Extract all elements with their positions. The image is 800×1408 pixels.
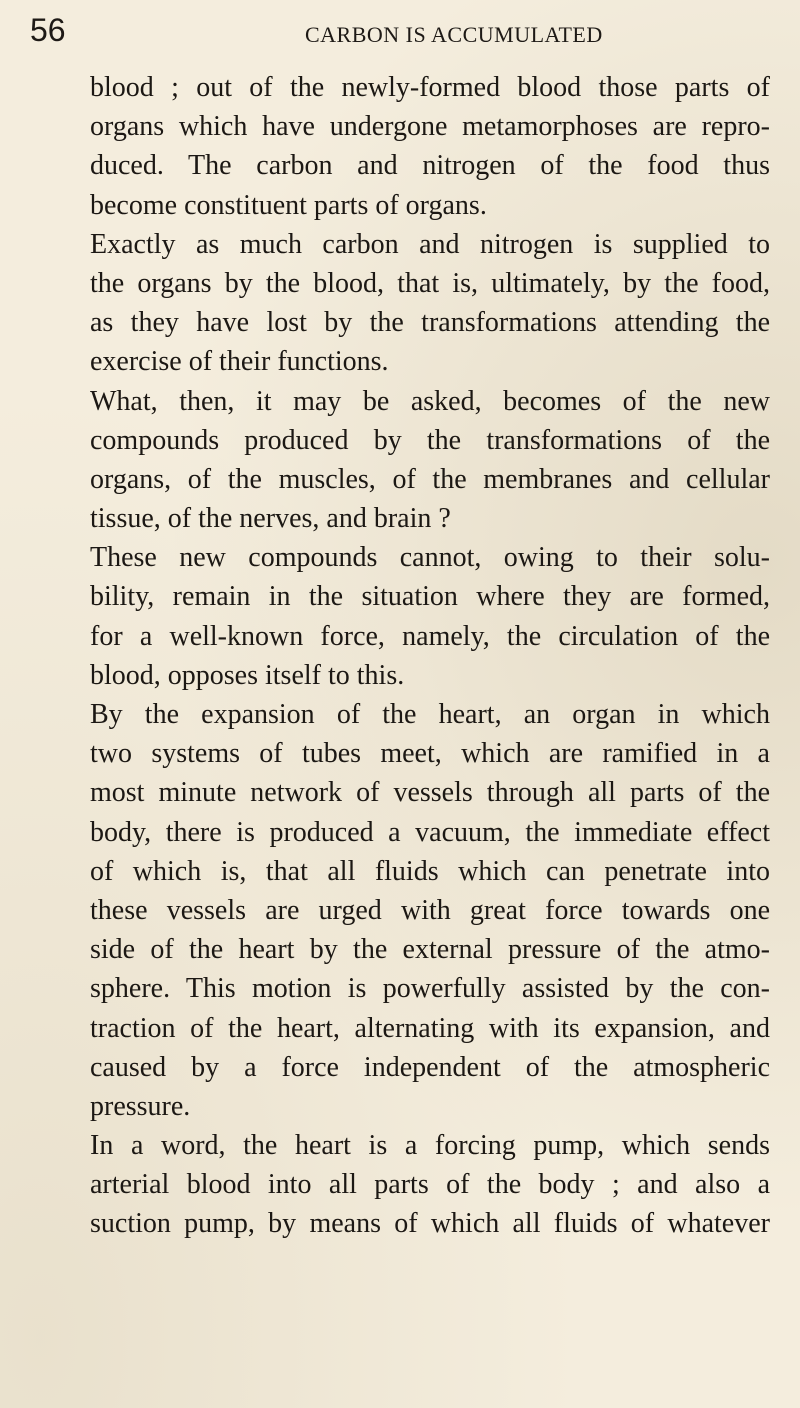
text-line: as they have lost by the transformations attending the xyxy=(90,307,770,339)
text-line: compounds produced by the transformations of the xyxy=(90,424,770,456)
text-line: of which is, that all fluids which can penetrate into xyxy=(90,855,770,887)
text-line: duced. The carbon and nitrogen of the food thus xyxy=(90,150,770,182)
text-line: What, then, it may be asked, becomes of the new xyxy=(90,385,770,417)
text-line: become constituent parts of organs. xyxy=(90,189,487,221)
text-line: sphere. This motion is powerfully assisted by the con- xyxy=(90,973,770,1005)
text-line: the organs by the blood, that is, ultimately, by the food, xyxy=(90,267,770,299)
text-line: blood ; out of the newly-formed blood those parts of xyxy=(90,72,770,103)
text-line: most minute network of vessels through all parts of the xyxy=(90,777,770,809)
text-line: two systems of tubes meet, which are ramified in a xyxy=(90,738,770,770)
text-line: By the expansion of the heart, an organ in which xyxy=(90,699,770,730)
running-title: CARBON IS ACCUMULATED xyxy=(305,22,603,47)
text-line: In a word, the heart is a forcing pump, which sends xyxy=(90,1130,770,1162)
text-line: for a well-known force, namely, the circulation of the xyxy=(90,620,770,652)
text-line: organs which have undergone metamorphoses are repro- xyxy=(90,111,770,143)
text-line: pressure. xyxy=(90,1090,191,1122)
text-line: exercise of their functions. xyxy=(90,346,389,378)
text-line: body, there is produced a vacuum, the immediate effect xyxy=(90,816,770,848)
text-line: Exactly as much carbon and nitrogen is supplied to xyxy=(90,228,770,260)
text-line: bility, remain in the situation where they are formed, xyxy=(90,581,770,613)
text-line: These new compounds cannot, owing to their solu- xyxy=(90,542,770,574)
text-line: traction of the heart, alternating with its expansion, and xyxy=(90,1012,770,1044)
text-line: these vessels are urged with great force towards one xyxy=(90,894,770,926)
body-text xyxy=(90,68,770,1244)
page-number: 56 xyxy=(30,12,66,48)
text-line: tissue, of the nerves, and brain ? xyxy=(90,503,451,535)
text-line: arterial blood into all parts of the body ; and also a xyxy=(90,1169,770,1201)
text-line: blood, opposes itself to this. xyxy=(90,659,405,691)
text-line: organs, of the muscles, of the membranes and cellular xyxy=(90,463,770,495)
text-line: suction pump, by means of which all fluids of whatever xyxy=(90,1208,770,1240)
running-head xyxy=(0,10,800,50)
text-line: caused by a force independent of the atmospheric xyxy=(90,1051,770,1083)
text-line: side of the heart by the external pressure of the atmo- xyxy=(90,934,770,966)
